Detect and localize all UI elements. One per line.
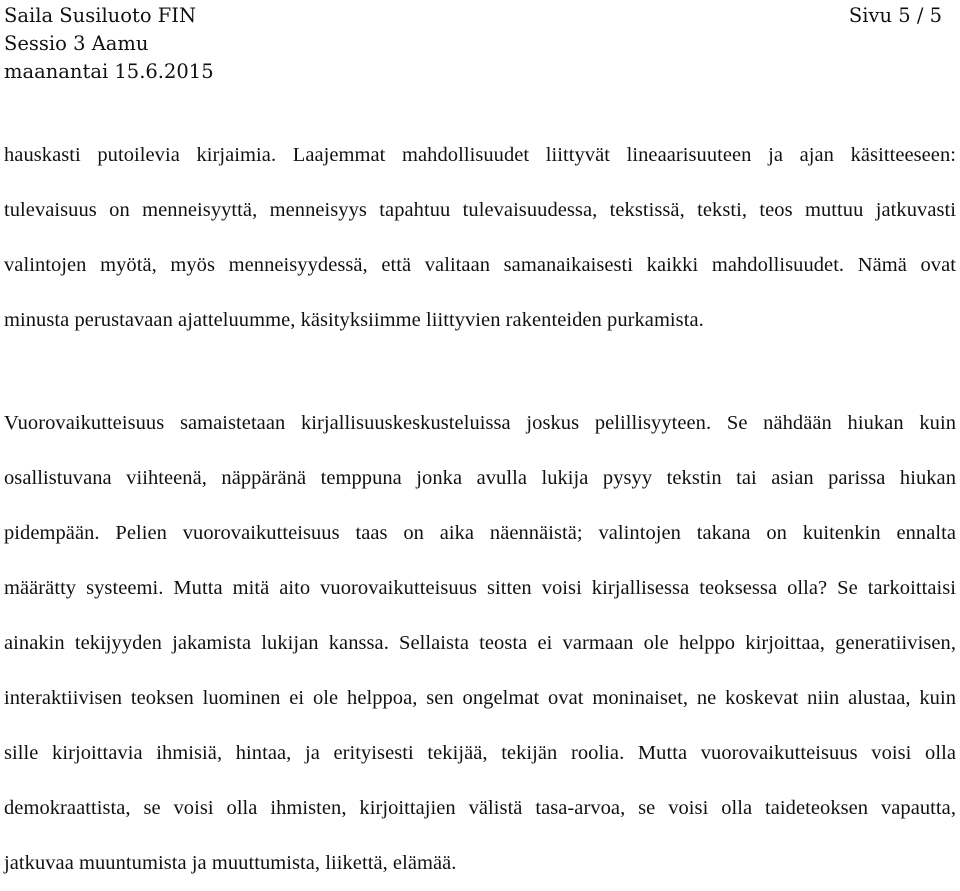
paragraph-line: hauskasti putoilevia kirjaimia. Laajemmat mahdollisuudet liittyvät lineaarisuuteen ja ajan käsitteeseen: — [4, 144, 956, 166]
paragraph-line: jatkuvaa muuntumista ja muuttumista, liikettä, elämää. — [4, 852, 457, 874]
paragraph-line: sille kirjoittavia ihmisiä, hintaa, ja erityisesti tekijää, tekijän roolia. Mutta vuorovaikutteisuus voisi olla — [4, 742, 956, 764]
page-number: Sivu 5 / 5 — [848, 4, 942, 27]
paragraph-line: interaktiivisen teoksen luominen ei ole helppoa, sen ongelmat ovat moninaiset, ne koskevat niin alustaa, kuin — [4, 687, 956, 709]
author-name: Saila Susiluoto FIN — [4, 4, 197, 27]
paragraph-line: määrätty systeemi. Mutta mitä aito vuorovaikutteisuus sitten voisi kirjallisessa teoksessa olla? Se tarkoittaisi — [4, 577, 956, 599]
paragraph-line: minusta perustavaan ajatteluumme, käsityksiimme liittyvien rakenteiden purkamista. — [4, 309, 704, 331]
paragraph-1 — [4, 128, 956, 348]
session-label: Sessio 3 Aamu — [4, 32, 149, 55]
paragraph-line: demokraattista, se voisi olla ihmisten, kirjoittajien välistä tasa-arvoa, se voisi olla taideteoksen vapautta, — [4, 797, 956, 819]
paragraph-line: tulevaisuus on menneisyyttä, menneisyys tapahtuu tulevaisuudessa, tekstissä, teksti, teos muttuu jatkuvasti — [4, 199, 956, 221]
paragraph-2 — [4, 396, 956, 891]
paragraph-line: Vuorovaikutteisuus samaistetaan kirjallisuuskeskusteluissa joskus pelillisyyteen. Se nähdään hiukan kuin — [4, 412, 956, 434]
paragraph-line: osallistuvana viihteenä, näppäränä temppuna jonka avulla lukija pysyy tekstin tai asian parissa hiukan — [4, 467, 956, 489]
paragraph-line: valintojen myötä, myös menneisyydessä, että valitaan samanaikaisesti kaikki mahdollisuudet. Nämä ovat — [4, 254, 956, 276]
header-row-2 — [4, 30, 954, 58]
paragraph-line: ainakin tekijyyden jakamista lukijan kanssa. Sellaista teosta ei varmaan ole helppo kirjoittaa, generatiivisen, — [4, 632, 956, 654]
paragraph-line: pidempään. Pelien vuorovaikutteisuus taas on aika näennäistä; valintojen takana on kuitenkin ennalta — [4, 522, 956, 544]
date-label: maanantai 15.6.2015 — [4, 60, 214, 83]
header-row-1 — [4, 2, 954, 30]
page-header — [4, 2, 954, 86]
header-row-3 — [4, 58, 954, 86]
